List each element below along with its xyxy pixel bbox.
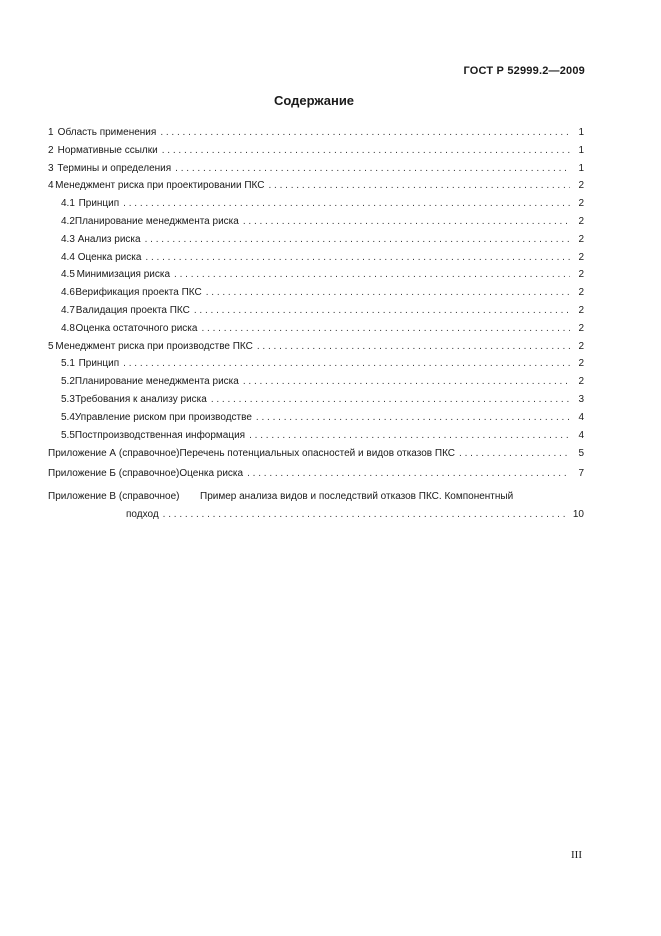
section-title: Минимизация риска bbox=[76, 269, 171, 281]
appendix-title: Перечень потенциальных опасностей и видов отказов ПКС bbox=[179, 448, 456, 460]
section-number: 4.7 bbox=[61, 304, 75, 316]
leader-dots bbox=[249, 427, 570, 445]
section-number: 4.8 bbox=[61, 322, 75, 334]
section-number: 5.4 bbox=[61, 411, 75, 423]
toc-entry[interactable] bbox=[48, 160, 584, 178]
appendix-prefix: Приложение Б (справочное) bbox=[48, 468, 180, 480]
toc-entry[interactable] bbox=[48, 266, 584, 284]
toc-entry[interactable] bbox=[48, 391, 584, 409]
leader-dots bbox=[243, 213, 570, 231]
section-title: Термины и определения bbox=[57, 162, 172, 174]
page-number: 3 bbox=[578, 393, 584, 405]
toc-appendix-v[interactable] bbox=[48, 488, 584, 524]
toc-entry[interactable] bbox=[48, 355, 584, 373]
toc-entry[interactable] bbox=[48, 195, 584, 213]
page-number: 2 bbox=[578, 340, 584, 352]
leader-dots bbox=[459, 444, 570, 464]
section-number: 5.5 bbox=[61, 429, 75, 441]
leader-dots bbox=[174, 266, 570, 284]
section-number: 4 bbox=[48, 180, 54, 192]
page-number: 2 bbox=[578, 269, 584, 281]
leader-dots bbox=[123, 355, 570, 373]
toc-entry[interactable] bbox=[48, 373, 584, 391]
page-number-roman: III bbox=[571, 849, 582, 861]
section-number: 5 bbox=[48, 340, 54, 352]
appendix-title-line2: подход bbox=[126, 509, 159, 521]
section-number: 5.1 bbox=[61, 358, 75, 370]
section-title: Постпроизводственная информация bbox=[74, 429, 246, 441]
section-title: Принцип bbox=[78, 198, 120, 210]
section-title: Валидация проекта ПКС bbox=[75, 304, 190, 316]
page-number: 1 bbox=[578, 144, 584, 156]
leader-dots bbox=[206, 284, 570, 302]
page-number: 2 bbox=[578, 304, 584, 316]
toc-entry[interactable] bbox=[48, 320, 584, 338]
leader-dots bbox=[268, 177, 570, 195]
leader-dots bbox=[211, 391, 570, 409]
section-number: 5.3 bbox=[61, 393, 75, 405]
toc-entry[interactable] bbox=[48, 249, 584, 267]
appendix-prefix: Приложение А (справочное) bbox=[48, 448, 180, 460]
section-title: Анализ риска bbox=[77, 233, 141, 245]
leader-dots bbox=[162, 142, 570, 160]
appendix-title-line1: Пример анализа видов и последствий отказов ПКС. Компонентный bbox=[200, 491, 514, 503]
toc-entry[interactable] bbox=[48, 427, 584, 445]
section-title: Оценка остаточного риска bbox=[75, 322, 198, 334]
section-title: Требования к анализу риска bbox=[75, 393, 207, 405]
appendix-prefix: Приложение В (справочное) bbox=[48, 491, 180, 503]
leader-dots bbox=[163, 506, 569, 524]
page-number: 2 bbox=[578, 251, 584, 263]
leader-dots bbox=[194, 302, 570, 320]
section-title: Менеджмент риска при проектировании ПКС bbox=[55, 180, 265, 192]
toc-entry[interactable] bbox=[48, 124, 584, 142]
leader-dots bbox=[145, 231, 570, 249]
section-number: 4.5 bbox=[61, 269, 75, 281]
page-number: 2 bbox=[578, 180, 584, 192]
toc-entry[interactable] bbox=[48, 213, 584, 231]
page-number: 2 bbox=[578, 233, 584, 245]
appendix-title: Оценка риска bbox=[179, 468, 244, 480]
leader-dots bbox=[123, 195, 570, 213]
page-number: 1 bbox=[578, 127, 584, 138]
page-number: 7 bbox=[578, 468, 584, 480]
section-number: 5.2 bbox=[61, 376, 75, 388]
page-number: 4 bbox=[578, 411, 584, 423]
leader-dots bbox=[201, 320, 570, 338]
page-number: 2 bbox=[578, 215, 584, 227]
toc-entry[interactable] bbox=[48, 338, 584, 356]
section-number: 2 bbox=[48, 144, 54, 156]
page-number: 2 bbox=[578, 287, 584, 299]
section-title: Управление риском при производстве bbox=[74, 411, 252, 423]
leader-dots bbox=[247, 464, 570, 484]
section-title: Нормативные ссылки bbox=[57, 144, 158, 156]
leader-dots bbox=[145, 249, 570, 267]
page-number: 2 bbox=[578, 322, 584, 334]
leader-dots bbox=[160, 124, 570, 142]
page-number: 4 bbox=[578, 429, 584, 441]
leader-dots bbox=[175, 160, 570, 178]
leader-dots bbox=[256, 409, 570, 427]
page-number: 2 bbox=[578, 358, 584, 370]
section-title: Область применения bbox=[57, 127, 157, 138]
section-number: 4.3 bbox=[61, 233, 75, 245]
document-code: ГОСТ Р 52999.2—2009 bbox=[463, 65, 585, 77]
toc-entry[interactable] bbox=[48, 231, 584, 249]
page-number: 10 bbox=[572, 509, 584, 521]
page-number: 2 bbox=[578, 198, 584, 210]
page-number: 1 bbox=[578, 162, 584, 174]
table-of-contents bbox=[48, 124, 584, 524]
toc-entry[interactable] bbox=[48, 142, 584, 160]
leader-dots bbox=[243, 373, 570, 391]
section-number: 4.6 bbox=[61, 287, 75, 299]
toc-entry[interactable] bbox=[48, 177, 584, 195]
section-title: Оценка риска bbox=[77, 251, 142, 263]
section-title: Менеджмент риска при производстве ПКС bbox=[55, 340, 253, 352]
section-number: 4.4 bbox=[61, 251, 75, 263]
section-number: 4.2 bbox=[61, 215, 75, 227]
toc-entry[interactable] bbox=[48, 284, 584, 302]
section-number: 3 bbox=[48, 162, 54, 174]
page-title: Содержание bbox=[273, 93, 355, 108]
section-number: 4.1 bbox=[61, 198, 75, 210]
section-number: 1 bbox=[48, 127, 54, 138]
section-title: Планирование менеджмента риска bbox=[74, 215, 239, 227]
page-number: 5 bbox=[578, 448, 584, 460]
section-title: Принцип bbox=[78, 358, 120, 370]
leader-dots bbox=[257, 338, 570, 356]
toc-entry[interactable] bbox=[48, 302, 584, 320]
page-number: 2 bbox=[578, 376, 584, 388]
section-title: Планирование менеджмента риска bbox=[74, 376, 239, 388]
toc-appendix[interactable] bbox=[48, 444, 584, 464]
toc-entry[interactable] bbox=[48, 409, 584, 427]
section-title: Верификация проекта ПКС bbox=[75, 287, 202, 299]
toc-appendix[interactable] bbox=[48, 464, 584, 484]
